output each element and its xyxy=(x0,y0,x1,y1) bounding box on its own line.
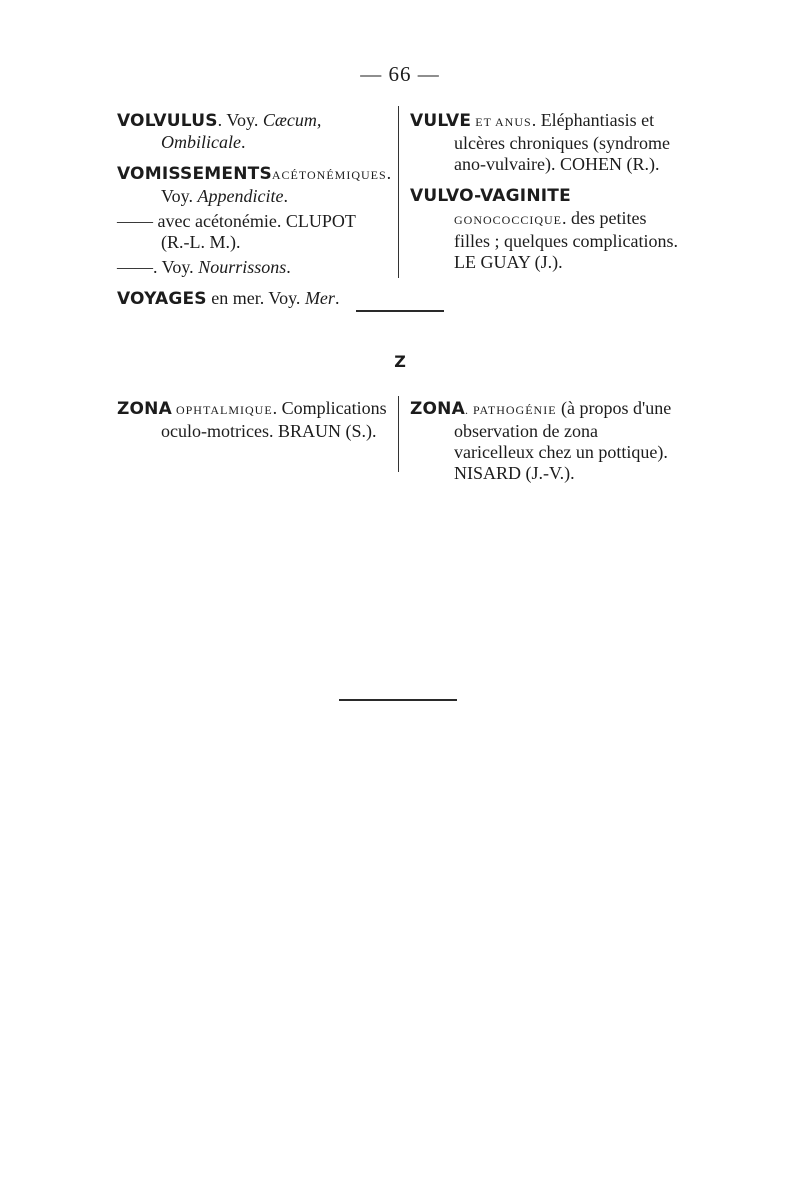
sub-entry: —— avec acétonémie. CLUPOT (R.-L. M.). xyxy=(117,211,356,252)
page-number: — 66 — xyxy=(360,62,440,86)
section-rule xyxy=(356,310,444,312)
headword: VOYAGES xyxy=(117,289,207,309)
headword: VULVE xyxy=(410,111,472,131)
entry-zona-pathogenie: ZONA. PATHOGÉNIE (à propos d'une observation de zona varicelleux chez un pottique). NISARD (J.-V.). xyxy=(410,398,672,483)
column-divider xyxy=(398,396,399,472)
entry-volvulus: VOLVULUS. Voy. Cæcum, Ombilicale. xyxy=(117,110,322,152)
headword: ZONA xyxy=(117,399,172,419)
column-divider xyxy=(398,106,399,278)
end-rule xyxy=(339,699,457,701)
entry-zona-ophtalmique: ZONA OPHTALMIQUE. Complications oculo-motrices. BRAUN (S.). xyxy=(117,398,387,441)
sub-entry: ——. Voy. Nourrissons. xyxy=(117,257,291,277)
headword: VULVO-VAGINITE xyxy=(410,186,571,206)
column-left-z xyxy=(117,398,387,452)
entry-vomissements: VOMISSEMENTSACÉTONÉMIQUES. Voy. Appendicite. —— avec acétonémie. CLUPOT (R.-L. M.). ——. Voy. Nourrissons. xyxy=(117,163,392,277)
column-left-v xyxy=(117,110,392,320)
headword: VOLVULUS xyxy=(117,111,218,131)
section-letter: Z xyxy=(394,352,406,371)
column-right-v xyxy=(410,110,682,283)
headword: VOMISSEMENTS xyxy=(117,164,272,184)
column-right-z xyxy=(410,398,682,494)
entry-vulve: VULVE ET ANUS. Eléphantiasis et ulcères chroniques (syndrome ano-vulvaire). COHEN (R.). xyxy=(410,110,670,174)
entry-vulvo-vaginite: VULVO-VAGINITE GONOCOCCIQUE. des petites filles ; quelques complications. LE GUAY (J.). xyxy=(410,186,678,272)
entry-voyages: VOYAGES en mer. Voy. Mer. xyxy=(117,288,340,309)
headword: ZONA xyxy=(410,399,465,419)
